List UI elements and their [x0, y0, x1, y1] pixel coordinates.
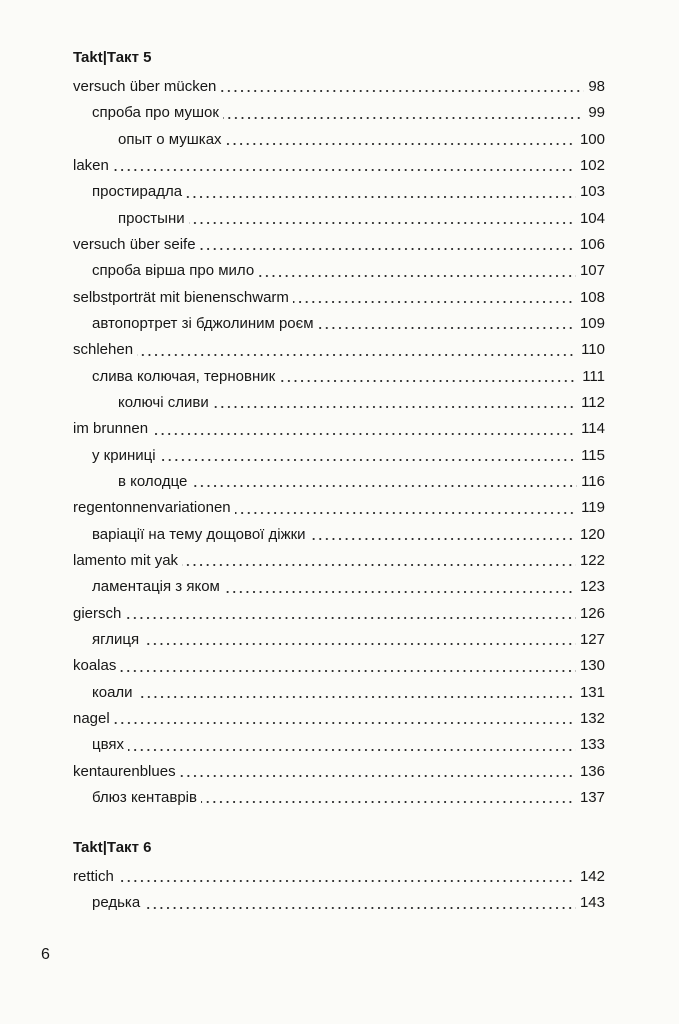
- toc-page-number: 123: [579, 578, 605, 596]
- toc-entry: [73, 864, 605, 890]
- toc-entry-title: яглиця: [92, 630, 140, 648]
- toc-entry: [73, 74, 605, 100]
- toc-page-number: 122: [579, 551, 605, 569]
- toc-entry: [73, 653, 605, 679]
- toc-entry-title: у криниці: [92, 446, 156, 464]
- dot-leader: [137, 696, 576, 698]
- dot-leader: [143, 643, 576, 645]
- toc-subentry: [73, 785, 605, 811]
- toc-page-number: 137: [579, 788, 605, 806]
- toc-entry: [73, 548, 605, 574]
- dot-leader: [180, 775, 576, 777]
- toc-entry-title: спроба про мушок: [92, 104, 219, 122]
- toc-entry: [73, 337, 605, 363]
- toc-entry-title: блюз кентаврів: [92, 788, 197, 806]
- toc-entry-title: в колодце: [118, 472, 188, 490]
- toc-subentry: [73, 127, 605, 153]
- toc-page-number: 143: [579, 894, 605, 912]
- toc-entry-title: versuch über mücken: [73, 78, 217, 95]
- toc-entry-title: колючі сливи: [118, 393, 209, 411]
- toc-entry-title: im brunnen: [73, 420, 149, 438]
- toc-entry: [73, 601, 605, 627]
- toc-entry: [73, 153, 605, 179]
- toc-page-number: 107: [579, 262, 605, 280]
- toc-subentry: [73, 100, 605, 126]
- toc-entry-title: kentaurenblues: [73, 762, 176, 780]
- toc-subentry: [73, 206, 605, 232]
- toc-page-number: 110: [581, 341, 605, 359]
- toc-subentry: [73, 390, 605, 416]
- toc-page-number: 132: [579, 709, 605, 727]
- toc-entry-title: цвях: [92, 736, 125, 754]
- toc-page-number: 100: [579, 130, 605, 148]
- toc-entry-title: nagel: [73, 709, 110, 727]
- toc-entry-title: giersch: [73, 604, 122, 622]
- toc-entry-title: спроба вірша про мило: [92, 262, 255, 280]
- dot-leader: [293, 301, 576, 303]
- toc-page-number: 104: [579, 209, 605, 227]
- toc-subentry: [73, 574, 605, 600]
- toc-section: [73, 835, 605, 917]
- toc-page-number: 99: [588, 104, 605, 122]
- dot-leader: [220, 90, 584, 92]
- toc-entry-title: laken: [73, 156, 109, 174]
- toc-subentry: [73, 311, 605, 337]
- toc-subentry: [73, 258, 605, 284]
- toc-entry-title: простирадла: [92, 183, 183, 201]
- dot-leader: [213, 406, 577, 408]
- toc-subentry: [73, 680, 605, 706]
- toc-page-number: 136: [579, 762, 605, 780]
- dot-leader: [279, 380, 578, 382]
- toc-page-number: 119: [581, 499, 605, 517]
- toc-subentry: [73, 890, 605, 916]
- toc-entry-title: rettich: [73, 867, 114, 885]
- toc-subentry: [73, 179, 605, 205]
- toc-subentry: [73, 364, 605, 390]
- dot-leader: [137, 354, 577, 356]
- toc-entry-title: слива колючая, терновник: [92, 367, 276, 385]
- dot-leader: [186, 196, 576, 198]
- dot-leader: [160, 459, 578, 461]
- dot-leader: [318, 327, 576, 329]
- toc-entry-title: versuch über seife: [73, 235, 196, 253]
- toc-subentry: [73, 522, 605, 548]
- toc-page-number: 111: [582, 367, 605, 385]
- table-of-contents: [73, 45, 605, 917]
- toc-section: [73, 45, 605, 811]
- toc-entry: [73, 232, 605, 258]
- toc-page-number: 127: [579, 630, 605, 648]
- toc-entry-title: простыни: [118, 209, 185, 227]
- toc-entry-title: варіації на тему дощової діжки: [92, 525, 306, 543]
- toc-entry-title: автопортрет зі бджолиним роєм: [92, 314, 314, 332]
- dot-leader: [182, 564, 576, 566]
- toc-page-number: 131: [579, 683, 605, 701]
- toc-entry: [73, 495, 605, 521]
- toc-subentry: [73, 443, 605, 469]
- dot-leader: [113, 169, 576, 171]
- dot-leader: [223, 117, 584, 119]
- dot-leader: [235, 512, 577, 514]
- dot-leader: [128, 749, 576, 751]
- toc-entry-title: lamento mit yak: [73, 551, 179, 569]
- dot-leader: [201, 801, 576, 803]
- toc-entry-title: regentonnenvariationen: [73, 499, 231, 517]
- toc-page-number: 114: [581, 420, 605, 438]
- dot-leader: [310, 538, 576, 540]
- toc-page-number: 126: [579, 604, 605, 622]
- toc-page-number: 106: [579, 235, 605, 253]
- dot-leader: [144, 907, 576, 909]
- toc-page-number: 98: [588, 78, 605, 95]
- toc-page-number: 142: [579, 867, 605, 885]
- toc-subentry: [73, 469, 605, 495]
- toc-page-number: 112: [581, 393, 605, 411]
- toc-page-number: 115: [581, 446, 605, 464]
- toc-entry-title: редька: [92, 894, 141, 912]
- toc-entry-title: коали: [92, 683, 133, 701]
- toc-entry: [73, 416, 605, 442]
- toc-entry: [73, 706, 605, 732]
- dot-leader: [114, 722, 576, 724]
- dot-leader: [258, 275, 576, 277]
- toc-entry: [73, 285, 605, 311]
- toc-page-number: 109: [579, 314, 605, 332]
- toc-page-number: 102: [579, 156, 605, 174]
- dot-leader: [118, 880, 576, 882]
- section-heading: Takt|Такт 5: [73, 49, 152, 66]
- toc-page-number: 130: [579, 657, 605, 675]
- toc-subentry: [73, 627, 605, 653]
- toc-entry: [73, 759, 605, 785]
- toc-page-number: 133: [579, 736, 605, 754]
- toc-entry-title: ламентація з яком: [92, 578, 220, 596]
- dot-leader: [200, 248, 576, 250]
- toc-entry-title: schlehen: [73, 341, 134, 359]
- toc-page-number: 116: [581, 472, 605, 490]
- dot-leader: [191, 485, 577, 487]
- toc-subentry: [73, 732, 605, 758]
- toc-page-number: 108: [579, 288, 605, 306]
- dot-leader: [189, 222, 576, 224]
- dot-leader: [226, 143, 576, 145]
- section-heading: Takt|Такт 6: [73, 838, 152, 856]
- dot-leader: [125, 617, 576, 619]
- toc-page-number: 103: [579, 183, 605, 201]
- toc-entry-title: опыт о мушках: [118, 130, 222, 148]
- toc-entry-title: koalas: [73, 657, 117, 675]
- toc-entry-title: selbstporträt mit bienenschwarm: [73, 288, 289, 306]
- dot-leader: [120, 670, 576, 672]
- page-number: 6: [41, 946, 50, 963]
- dot-leader: [224, 591, 576, 593]
- toc-page-number: 120: [579, 525, 605, 543]
- dot-leader: [152, 433, 577, 435]
